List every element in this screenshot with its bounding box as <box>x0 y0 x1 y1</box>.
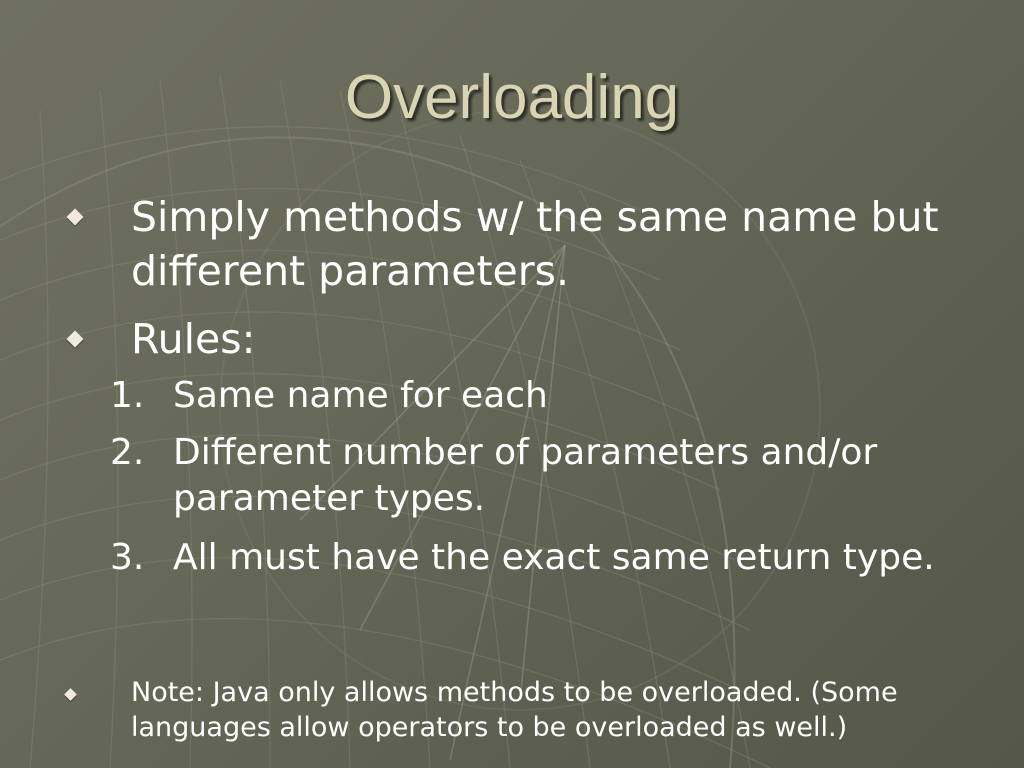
note-text: Note: Java only allows methods to be overloaded. (Some languages allow operators to be overloaded as well.) <box>131 677 898 743</box>
rule-number: 2. <box>110 432 145 473</box>
bullet-item: Rules: <box>131 315 256 363</box>
rule-text: Same name for each <box>173 375 548 416</box>
rule-text: Different number of parameters and/or parameter types. <box>173 432 878 519</box>
bullet-item: Simply methods w/ the same name but different parameters. <box>131 193 939 295</box>
rule-number: 3. <box>110 537 145 578</box>
rule-number: 1. <box>110 375 145 416</box>
rule-text: All must have the exact same return type. <box>173 537 935 578</box>
slide-title: Overloading <box>344 63 680 132</box>
